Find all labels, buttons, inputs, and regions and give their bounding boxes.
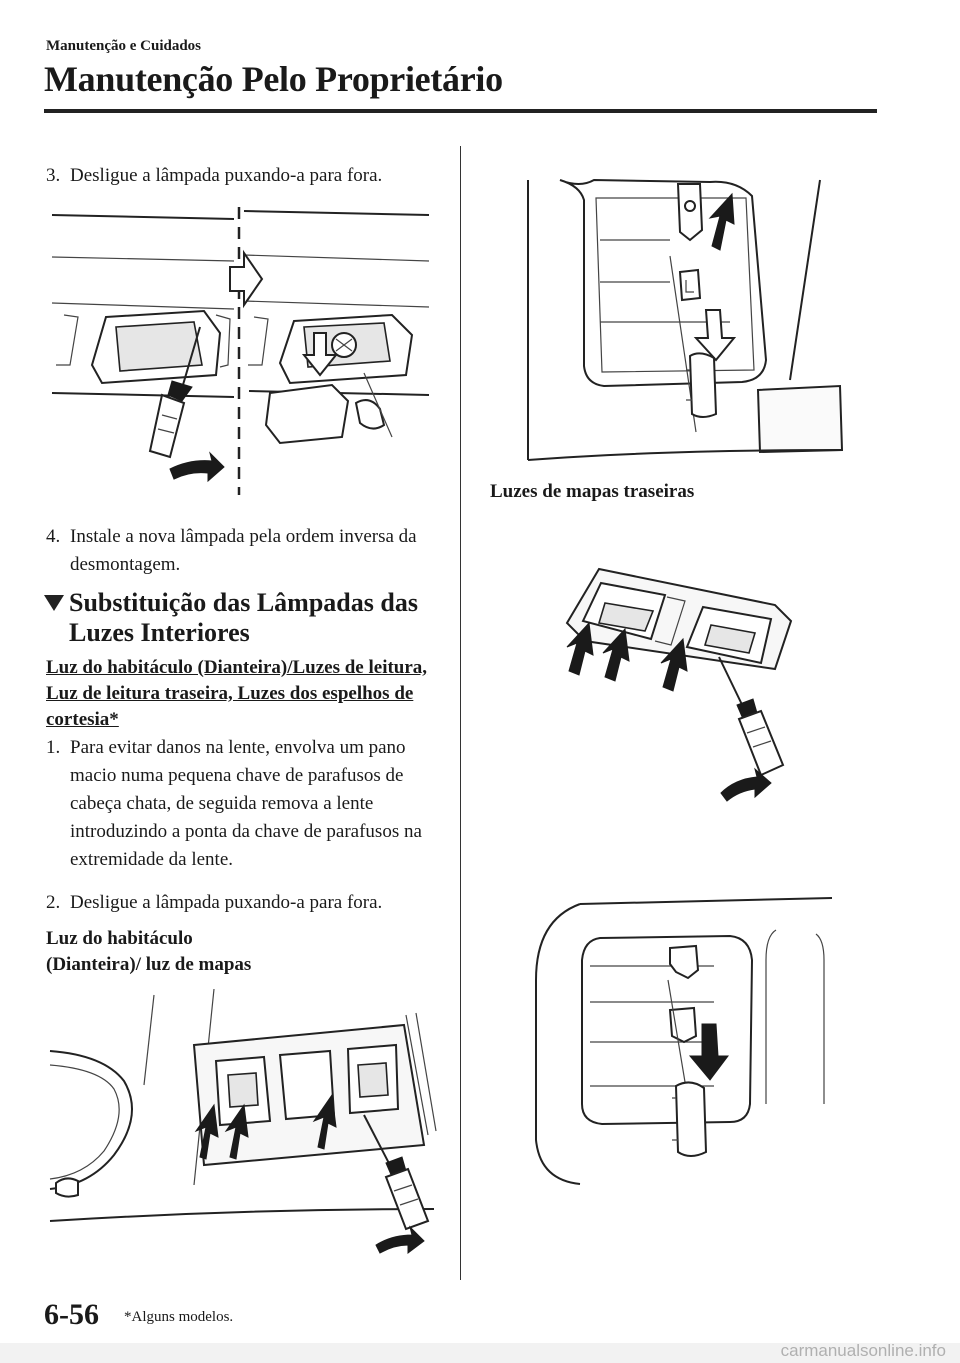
figure-front-map-light xyxy=(44,985,439,1260)
figure-label-front: Luz do habitáculo (Dianteira)/ luz de mapas xyxy=(46,928,252,975)
figure-rear-map-lights xyxy=(555,565,815,810)
figure-bulb-removal xyxy=(44,205,439,500)
page-number: 6-56 xyxy=(44,1298,99,1331)
subheading: Substituição das Lâmpadas das Luzes Interiores xyxy=(44,588,444,648)
title-rule xyxy=(44,109,877,113)
step-1 xyxy=(46,734,446,874)
subheading-triangle-icon xyxy=(44,595,64,611)
step-number: 3. xyxy=(46,165,61,186)
step-3 xyxy=(46,162,446,190)
figure-label-rear: Luzes de mapas traseiras xyxy=(490,481,695,502)
step-text: Instale a nova lâmpada pela ordem inversa da desmontagem. xyxy=(70,526,417,575)
step-number: 2. xyxy=(46,892,61,913)
step-number: 1. xyxy=(46,737,61,758)
figure-rear-map-light-bulb xyxy=(530,890,840,1190)
step-number: 4. xyxy=(46,526,61,547)
watermark: carmanualsonline.info xyxy=(780,1341,946,1360)
column-divider xyxy=(460,146,461,1280)
step-text: Desligue a lâmpada puxando-a para fora. xyxy=(70,165,383,186)
footnote: *Alguns modelos. xyxy=(124,1309,234,1325)
step-text: Desligue a lâmpada puxando-a para fora. xyxy=(70,892,383,913)
step-4 xyxy=(46,523,446,579)
step-text: Para evitar danos na lente, envolva um pano macio numa pequena chave de parafusos de cabeça chata, de seguida remova a lente introduzindo a ponta da chave de parafusos na extremidade da lente. xyxy=(70,737,422,870)
underlined-heading: Luz do habitáculo (Dianteira)/Luzes de leitura, Luz de leitura traseira, Luzes dos espelhos de cortesia* xyxy=(46,657,428,730)
page-title: Manutenção Pelo Proprietário xyxy=(44,59,503,99)
step-2 xyxy=(46,889,446,917)
figure-map-light-bulb xyxy=(520,160,850,472)
section-label: Manutenção e Cuidados xyxy=(46,38,202,54)
